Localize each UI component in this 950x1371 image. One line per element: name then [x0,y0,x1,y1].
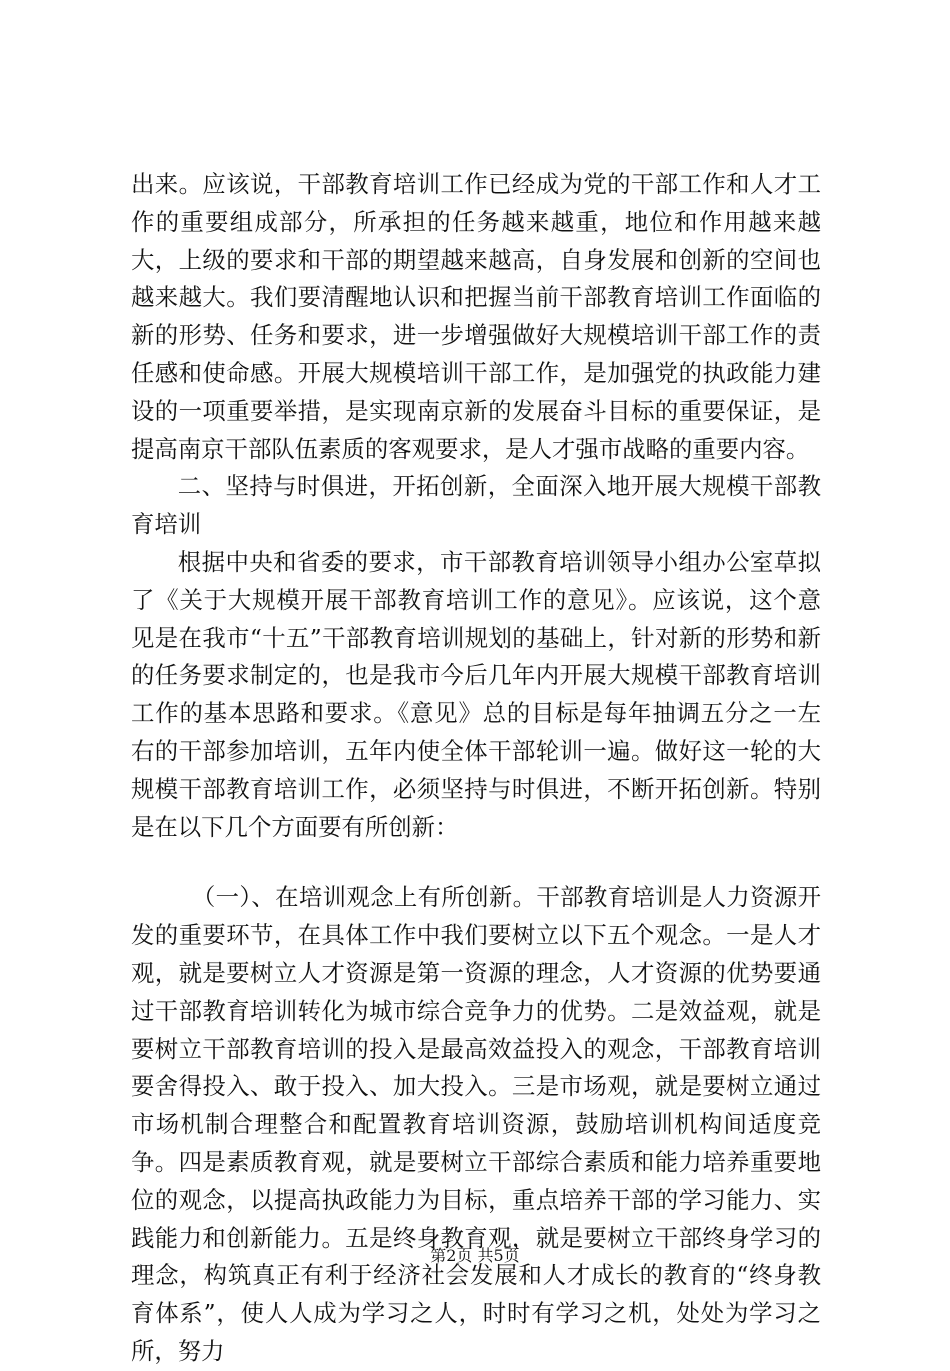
paragraph-opinion: 根据中央和省委的要求，市干部教育培训领导小组办公室草拟了《关于大规模开展干部教育培训工作的意见》。应该说，这个意见是在我市“十五”干部教育培训规划的基础上，针对新的形势和新的任务要求制定的，也是我市今后几年内开展大规模干部教育培训工作的基本思路和要求。《意见》总的目标是每年抽调五分之一左右的干部参加培训，五年内使全体干部轮训一遍。做好这一轮的大规模干部教育培训工作，必须坚持与时俱进，不断开拓创新。特别是在以下几个方面要有所创新： [131,547,821,841]
paragraph-continuation: 出来。应该说，干部教育培训工作已经成为党的干部工作和人才工作的重要组成部分，所承担的任务越来越重，地位和作用越来越大，上级的要求和干部的期望越来越高，自身发展和创新的空间也越来越大。我们要清醒地认识和把握当前干部教育培训工作面临的新的形势、任务和要求，进一步增强做好大规模培训干部工作的责任感和使命感。开展大规模培训干部工作，是加强党的执政能力建设的一项重要举措，是实现南京新的发展奋斗目标的重要保证，是提高南京干部队伍素质的客观要求，是人才强市战略的重要内容。 [131,170,821,463]
document-body [131,166,821,1371]
paragraph-item-one: （一）、在培训观念上有所创新。干部教育培训是人力资源开发的重要环节，在具体工作中我们要树立以下五个观念。一是人才观，就是要树立人才资源是第一资源的理念，人才资源的优势要通过干部教育培训转化为城市综合竞争力的优势。二是效益观，就是要树立干部教育培训的投入是最高效益投入的观念，干部教育培训要舍得投入、敢于投入、加大投入。三是市场观，就是要树立通过市场机制合理整合和配置教育培训资源，鼓励培训机构间适度竞争。四是素质教育观，就是要树立干部综合素质和能力培养重要地位的观念，以提高执政能力为目标，重点培养干部的学习能力、实践能力和创新能力。五是终身教育观，就是要树立干部终身学习的理念，构筑真正有利于经济社会发展和人才成长的教育的“终身教育体系”，使人人成为学习之人，时时有学习之机，处处为学习之所，努力 [131,883,821,1365]
section-heading: 二、坚持与时俱进，开拓创新，全面深入地开展大规模干部教育培训 [131,472,821,539]
paragraph-gap [131,846,821,879]
page-number-footer: 第2页 共5页 [430,1246,520,1265]
